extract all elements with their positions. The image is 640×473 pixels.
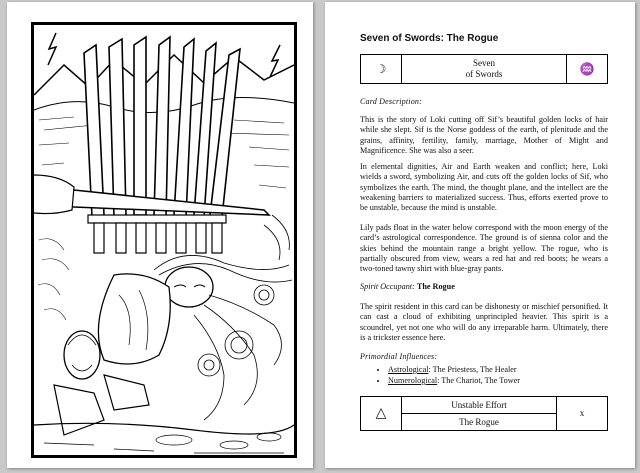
description-paragraph: This is the story of Loki cutting off Sif’s beautiful golden locks of hair while she slept. Sif is the Norse goddess of the earth, of plenitude and the grains, affinity, fertility, family, marriage, Mother of Might and Magnificence. She was also a seer. (360, 115, 608, 155)
description-paragraph: Lily pads float in the water below correspond with the moon energy of the card’s astrological correspondence. The ground is of sienna color and the skies behind the mountain range a bright yellow. The rogue, who is partially obscured from view, wears a red hat and red boots; he wears a two-toned tawny shirt with blue-gray pants. (360, 223, 608, 274)
left-page (7, 2, 313, 468)
triangle-icon: △ (361, 397, 402, 431)
influence-label: Numerological (388, 376, 438, 385)
list-item (388, 375, 636, 386)
footer-right-mark: x (557, 397, 608, 431)
influence-value: : The Priestess, The Healer (428, 365, 517, 374)
card-illustration (31, 22, 297, 458)
spirit-occupant-value: The Rogue (416, 282, 455, 291)
influence-label: Astrological (388, 365, 429, 374)
description-heading: Card Description: (360, 97, 422, 106)
card-header-box (360, 54, 608, 84)
seven-of-swords-artwork (34, 25, 294, 455)
spirit-occupant-label: Spirit Occupant: (360, 282, 415, 291)
card-title: Seven of Swords: The Rogue (360, 33, 499, 44)
influence-value: : The Chariot, The Tower (437, 376, 520, 385)
spirit-occupant-line (360, 282, 608, 291)
influences-list (360, 364, 636, 386)
primordial-heading: Primordial Influences: (360, 352, 438, 361)
footer-line-1: Unstable Effort (402, 397, 557, 414)
aquarius-icon: ♒ (567, 55, 608, 84)
right-page (325, 2, 635, 468)
card-footer-box (360, 396, 608, 431)
list-item (388, 364, 636, 375)
description-paragraph: In elemental dignities, Air and Earth weaken and conflict; here, Loki wields a sword, symbolizing Air, and cuts off the golden locks of Sif, who symbolizes the earth. The mind, the thought plane, and the intellect are the weakening barriers to materialized success. Thus, efforts exerted prove to be unstable, because the mind is unstable. (360, 162, 608, 213)
card-name: Seven of Swords (402, 55, 567, 84)
moon-icon: ☽ (361, 55, 402, 84)
footer-line-2: The Rogue (402, 414, 557, 431)
occupant-paragraph: The spirit resident in this card can be dishonesty or mischief personified. It can cast a cloud of exhibiting unprincipled heavier. This spirit is a scoundrel, yet not one who will do any irreparable harm. Ultimately, there is a trickster essence here. (360, 302, 608, 342)
